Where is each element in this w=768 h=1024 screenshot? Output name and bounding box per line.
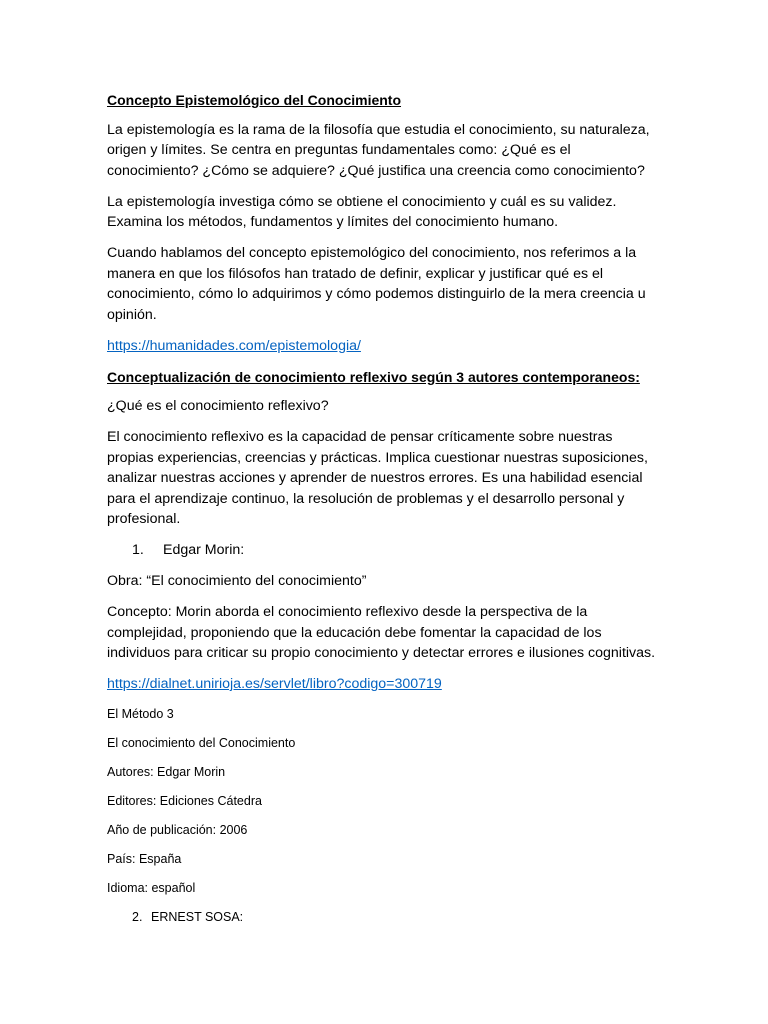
detail-line: Año de publicación: 2006: [107, 823, 248, 837]
detail-line: País: España: [107, 852, 182, 866]
list-item-1: [107, 540, 662, 561]
paragraph-2: La epistemología investiga cómo se obtiene el conocimiento y cuál es su validez. Examina los métodos, fundamentos y límites del conocimiento humano.: [107, 193, 617, 230]
document-page: [107, 90, 662, 937]
detail-line: Idioma: español: [107, 881, 196, 895]
detail-line: El Método 3: [107, 707, 174, 721]
obra-line: Obra: “El conocimiento del conocimiento”: [107, 573, 367, 589]
paragraph-4: El conocimiento reflexivo es la capacidad de pensar críticamente sobre nuestras propias experiencias, creencias y prácticas. Implica cuestionar nuestras suposiciones, analizar nuestras acciones y aprender de nuestros errores. Es una habilidad esencial para el aprendizaje continuo, la resolución de problemas y el desarrollo personal y profesional.: [107, 429, 648, 527]
detail-line: El conocimiento del Conocimiento: [107, 736, 296, 750]
detail-line: Autores: Edgar Morin: [107, 765, 226, 779]
list-item-text: Edgar Morin:: [163, 542, 245, 558]
heading-concepto: Concepto Epistemológico del Conocimiento: [107, 92, 402, 108]
concepto-paragraph: Concepto: Morin aborda el conocimiento reflexivo desde la perspectiva de la complejidad, proponiendo que la educación debe fomentar la capacidad de los individuos para criticar su propio conocimiento y detectar errores e ilusiones cognitivas.: [107, 604, 656, 661]
question-reflexivo: ¿Qué es el conocimiento reflexivo?: [107, 398, 329, 414]
paragraph-3: Cuando hablamos del concepto epistemológico del conocimiento, nos referimos a la manera en que los filósofos han tratado de definir, explicar y justificar qué es el conocimiento, cómo lo adquirimos y cómo podemos distinguirlo de la mera creencia u opinión.: [107, 245, 646, 323]
list-item-text: ERNEST SOSA:: [151, 910, 244, 924]
list-number: 1.: [132, 542, 144, 558]
list-number: 2.: [132, 910, 143, 924]
detail-line: Editores: Ediciones Cátedra: [107, 794, 262, 808]
paragraph-1: La epistemología es la rama de la filosofía que estudia el conocimiento, su naturaleza, origen y límites. Se centra en preguntas fundamentales como: ¿Qué es el conocimiento? ¿Cómo se adquiere? ¿Qué justifica una creencia como conocimiento?: [107, 121, 650, 179]
list-item-2: [107, 908, 662, 926]
heading-conceptualizacion: Conceptualización de conocimiento reflexivo según 3 autores contemporaneos:: [107, 368, 640, 385]
link-humanidades[interactable]: https://humanidades.com/epistemologia/: [107, 337, 361, 354]
link-dialnet[interactable]: https://dialnet.unirioja.es/servlet/libro?codigo=300719: [107, 676, 442, 692]
